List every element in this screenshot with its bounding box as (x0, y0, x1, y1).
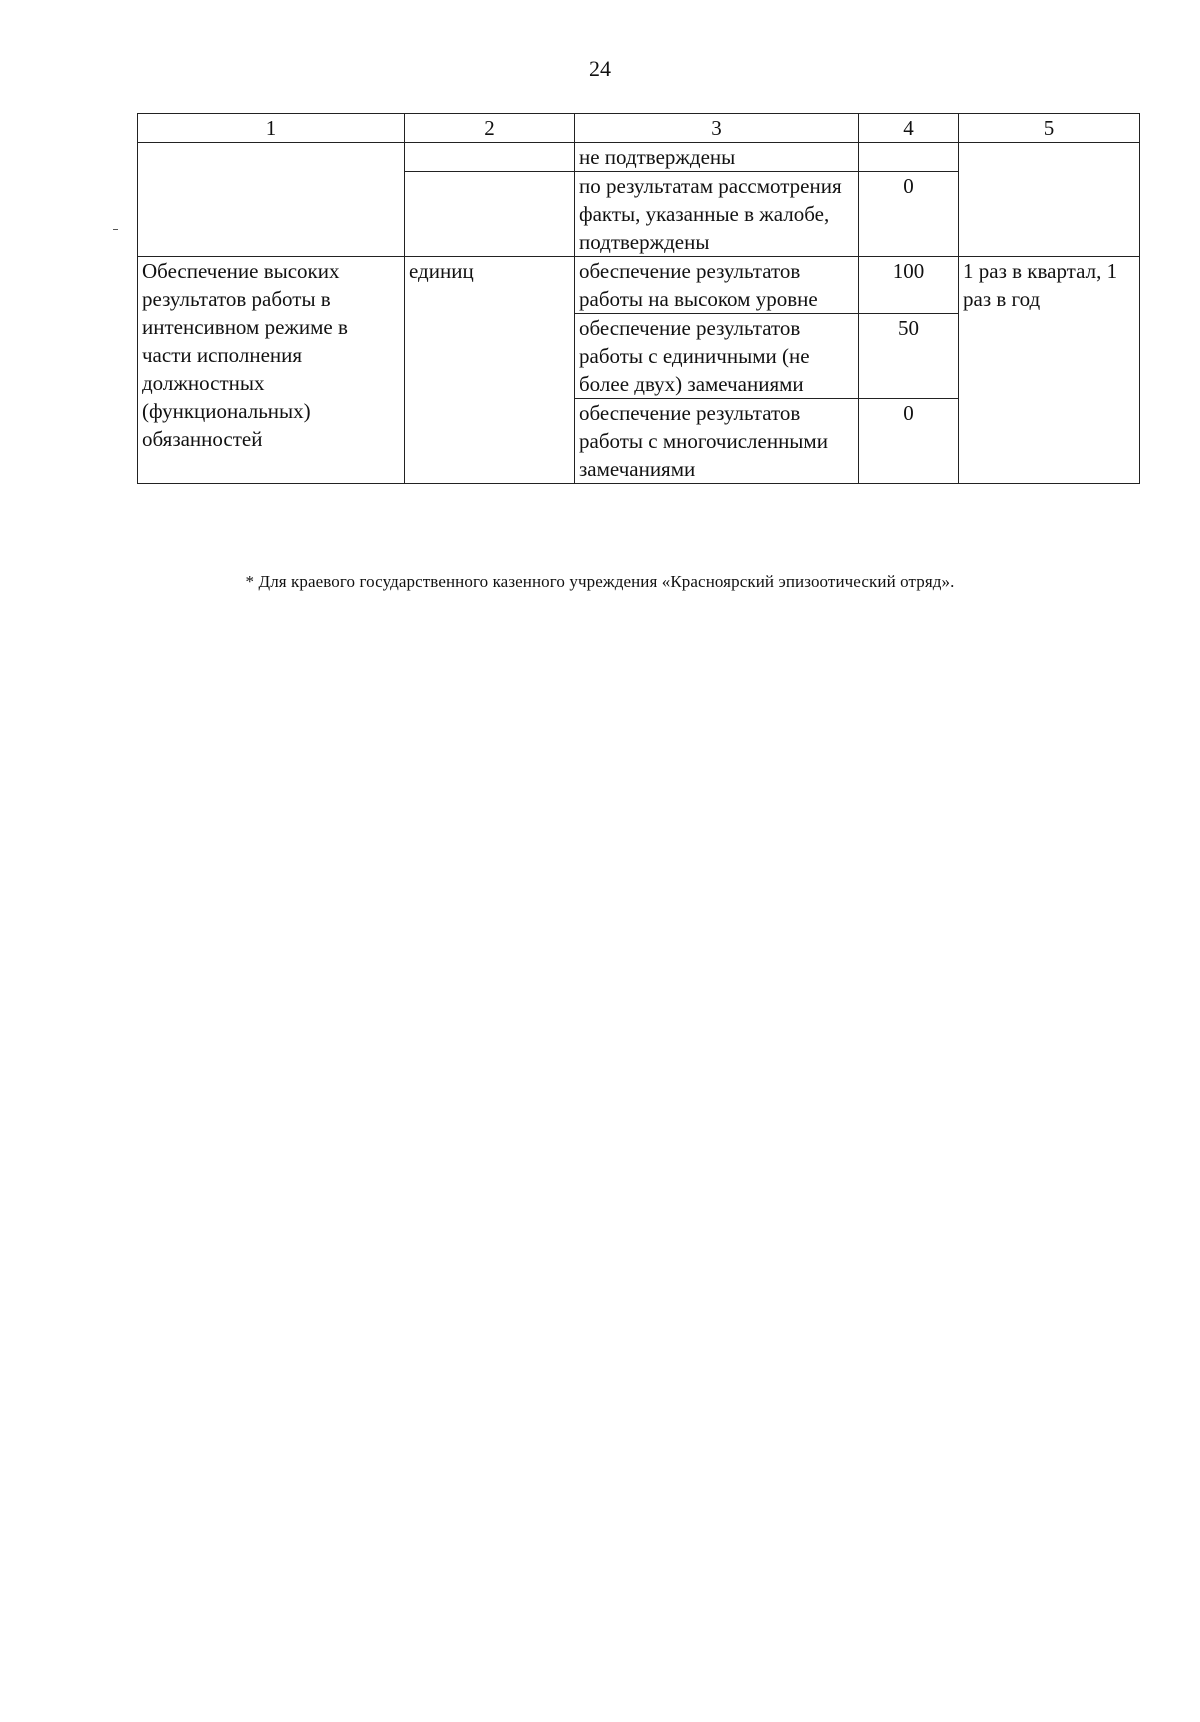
table-row (138, 143, 1140, 172)
scan-mark (113, 229, 118, 230)
unit-cell (405, 143, 575, 172)
condition-cell: обеспечение результатов работы с многочисленными замечаниями (575, 399, 859, 484)
condition-cell: не подтверждены (575, 143, 859, 172)
header-cell-4: 4 (859, 114, 959, 143)
value-cell: 50 (859, 314, 959, 399)
criterion-cell (138, 143, 405, 257)
frequency-cell: 1 раз в квартал, 1 раз в год (959, 257, 1140, 484)
value-cell: 100 (859, 257, 959, 314)
condition-cell: обеспечение результатов работы на высоком уровне (575, 257, 859, 314)
condition-cell: по результатам рассмотрения факты, указанные в жалобе, подтверждены (575, 172, 859, 257)
table-header-row (138, 114, 1140, 143)
indicators-table (137, 113, 1140, 484)
header-cell-5: 5 (959, 114, 1140, 143)
criterion-cell: Обеспечение высоких результатов работы в интенсивном режиме в части исполнения должностных (функциональных) обязанностей (138, 257, 405, 484)
header-cell-1: 1 (138, 114, 405, 143)
header-cell-2: 2 (405, 114, 575, 143)
footnote: * Для краевого государственного казенного учреждения «Красноярский эпизоотический отряд». (245, 572, 955, 591)
unit-cell: единиц (405, 257, 575, 484)
value-cell: 0 (859, 172, 959, 257)
page-number: 24 (589, 56, 611, 81)
header-cell-3: 3 (575, 114, 859, 143)
value-cell (859, 143, 959, 172)
value-cell: 0 (859, 399, 959, 484)
frequency-cell (959, 143, 1140, 257)
table-row (138, 257, 1140, 314)
condition-cell: обеспечение результатов работы с единичными (не более двух) замечаниями (575, 314, 859, 399)
unit-cell (405, 172, 575, 257)
